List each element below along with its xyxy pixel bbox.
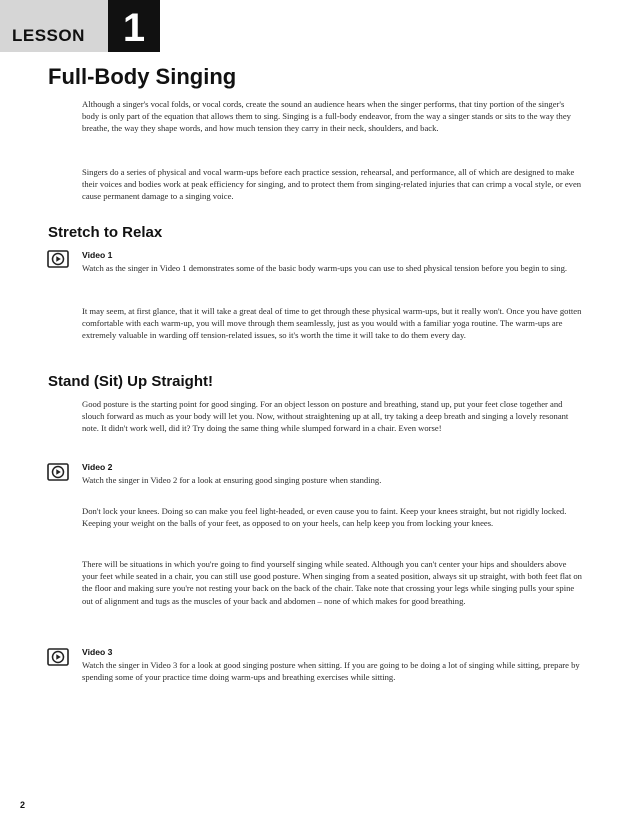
lesson-number: 1 bbox=[108, 0, 160, 52]
video-2-description: Watch the singer in Video 2 for a look at ensuring good singing posture when standing. bbox=[82, 475, 382, 485]
play-icon[interactable] bbox=[47, 648, 69, 666]
section-heading-stretch: Stretch to Relax bbox=[48, 224, 163, 241]
seated-paragraph: There will be situations in which you're going to find yourself singing while seated. Although you can't center your hips and shoulders above your feet while seated in a chair, you can still use good posture. When singing from a seated position, always sit up straight, with both feet flat on the floor and making sure you're not resting your back on the back of the chair. Take note that crossing your legs while singing pulls your spine out of alignment and tugs as the muscles of your back and abdomen – none of which makes for good breathing. bbox=[82, 559, 582, 606]
lesson-tab bbox=[0, 0, 160, 52]
intro-paragraph-1: Although a singer's vocal folds, or vocal cords, create the sound an audience hears when the singer performs, that tiny portion of the singer's body is only part of the equation that allows them to sing. Singing is a full-body endeavor, from the way a singer stands or sits to the way they breathe, the way they shape words, and how much tension they carry in their neck, shoulders, and back. bbox=[82, 99, 571, 134]
video-3-description: Watch the singer in Video 3 for a look at good singing posture when sitting. If you are going to be doing a lot of singing while sitting, prepare by spending some of your practice time doing warm-ups and breathing exercises while sitting. bbox=[82, 660, 580, 683]
video-3-label: Video 3 bbox=[82, 647, 113, 657]
play-icon[interactable] bbox=[47, 463, 69, 481]
section-heading-stand: Stand (Sit) Up Straight! bbox=[48, 373, 213, 390]
page-number: 2 bbox=[20, 800, 26, 810]
warmup-paragraph: It may seem, at first glance, that it will take a great deal of time to get through these physical warm-ups, but it really won't. Once you have gotten comfortable with each warm-up, you will move through them seamlessly, just as you would with a familiar yoga routine. The warm-ups are extremely valuable in warding off tension-related issues, so it's worth the time it will take to do them every day. bbox=[82, 306, 582, 341]
knees-paragraph: Don't lock your knees. Doing so can make you feel light-headed, or even cause you to faint. Keep your knees straight, but not rigidly locked. Keeping your weight on the balls of your feet, as opposed to on your heels, can help keep you from locking your knees. bbox=[82, 506, 567, 529]
page-title: Full-Body Singing bbox=[48, 64, 237, 89]
intro-paragraph-2: Singers do a series of physical and vocal warm-ups before each practice session, rehearsal, and performance, all of which are designed to make their voices and bodies work at peak efficiency for singing, and to protect them from singing-related injuries that can crimp a vocal style, or even cause permanent damage to a singing voice. bbox=[82, 167, 582, 202]
video-1-description: Watch as the singer in Video 1 demonstrates some of the basic body warm-ups you can use to shed physical tension before you begin to sing. bbox=[82, 263, 568, 273]
lesson-label: LESSON bbox=[12, 26, 85, 45]
video-1-label: Video 1 bbox=[82, 250, 113, 260]
play-icon[interactable] bbox=[47, 250, 69, 268]
video-2-label: Video 2 bbox=[82, 462, 113, 472]
posture-paragraph: Good posture is the starting point for good singing. For an object lesson on posture and breathing, stand up, put your feet close together and slouch forward as much as your body will let you. Now, without straightening up at all, try taking a deep breath and singing a lovely resonant note. It didn't work well, did it? Try doing the same thing while slumped forward in a chair. Even worse! bbox=[82, 399, 569, 434]
